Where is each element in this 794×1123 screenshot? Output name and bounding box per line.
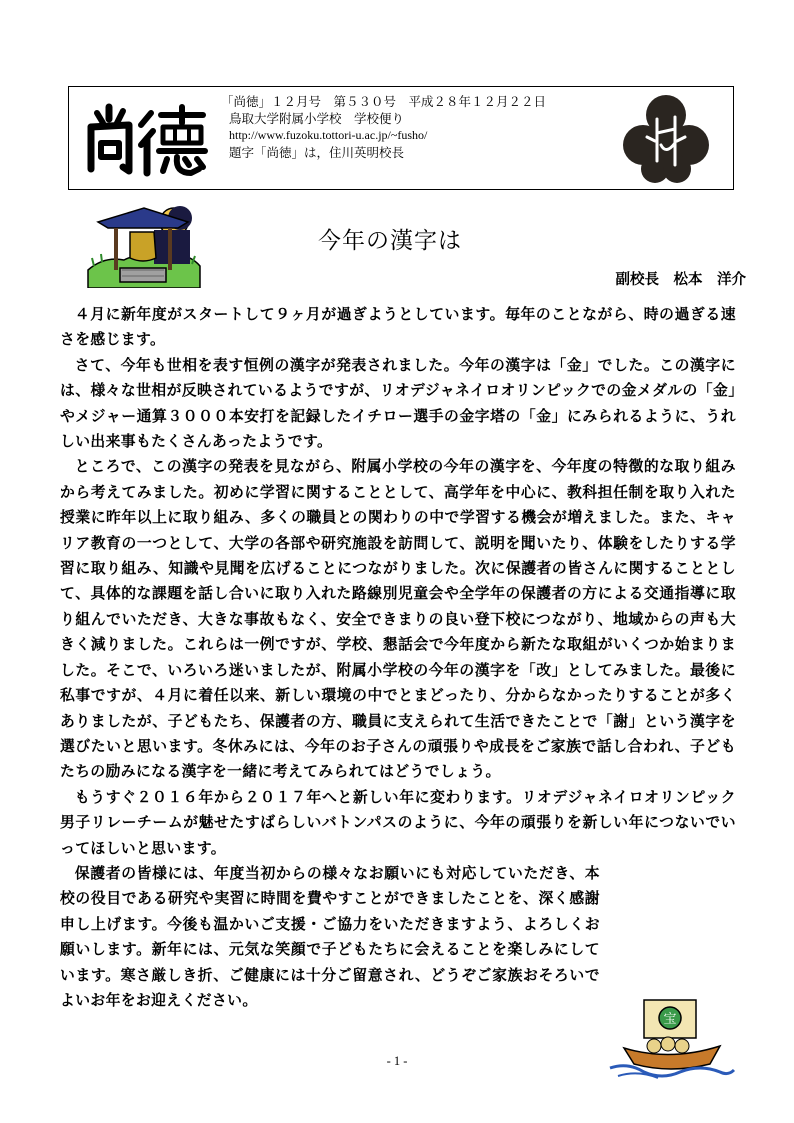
article-body <box>60 302 736 1013</box>
article-title: 今年の漢字は <box>318 228 462 254</box>
author-byline: 副校長 松本 洋介 <box>615 272 746 288</box>
title-credit: 題字「尚徳」は，住川英明校長 <box>229 145 405 160</box>
sail-emblem: 宝 <box>663 1012 677 1027</box>
header-info <box>221 93 546 161</box>
school-name: 鳥取大学附属小学校 学校便り <box>229 111 405 126</box>
paragraph: ４月に新年度がスタートして９ヶ月が過ぎようとしています。毎年のことながら、時の過ぎる速さを感じます。 <box>60 306 736 349</box>
newsletter-header <box>68 86 734 190</box>
treasure-ship-icon <box>604 992 738 1084</box>
school-emblem-icon <box>617 89 715 187</box>
paragraph: もうすぐ２０１６年から２０１７年へと新しい年に変わります。リオデジャネイロオリンピック男子リレーチームが魅せたすばらしいバトンパスのように、今年の頑張りを新しい年につないでいってほしいと思います。 <box>60 788 736 857</box>
page-number: - 1 - <box>386 1054 408 1068</box>
paragraph: ところで、この漢字の発表を見ながら、附属小学校の今年の漢字を、今年度の特徴的な取り組みから考えてみました。初めに学習に関することとして、高学年を中心に、教科担任制を取り入れた授業に昨年以上に取り組み、多くの職員との関わりの中で学習する機会が増えました。また、キャリア教育の一つとして、大学の各部や研究施設を訪問して、説明を聞いたり、体験をしたりする学習に取り組み、知識や見聞を広げることにつながりました。次に保護者の皆さんに関することとして、具体的な課題を話し合いに取り入れた路線別児童会や全学年の保護者の方による交通指導に取り組んでいただき、大きな事故もなく、安全できまりの良い登下校につながり、地域からの声も大きく減りました。これらは一例ですが、学校、懇話会で今年度から新たな取組がいくつか始まりました。そこで、いろいろ迷いましたが、附属小学校の今年の漢字を「改」としてみました。最後に私事ですが、４月に着任以来、新しい環境の中でとまどったり、分からなかったりすることが多くありましたが、子どもたち、保護者の方、職員に支えられて生活できたことで「謝」という漢字を選びたいと思います。冬休みには、今年のお子さんの頑張りや成長をご家族で話し合われ、子どもたちの励みになる漢字を一緒に考えてみられてはどうでしょう。 <box>60 458 736 781</box>
temple-bell-night-icon <box>84 200 202 288</box>
school-url[interactable]: http://www.fuzoku.tottori-u.ac.jp/~fusho/ <box>229 128 428 142</box>
issue-line: 「尚徳」１２月号 第５３０号 平成２８年１２月２２日 <box>221 94 547 109</box>
paragraph: さて、今年も世相を表す恒例の漢字が発表されました。今年の漢字は「金」でした。この漢字には、様々な世相が反映されているようですが、リオデジャネイロオリンピックでの金メダルの「金」やメジャー通算３０００本安打を記録したイチロー選手の金字塔の「金」にみられるように、うれしい出来事もたくさんあったようです。 <box>60 356 736 451</box>
shotoku-calligraphy-logo <box>79 93 219 183</box>
paragraph: 保護者の皆様には、年度当初からの様々なお願いにも対応していただき、本校の役目である研究や実習に時間を費やすことができましたことを、深く感謝申し上げます。今後も温かいご支援・ご協力をいただきますよう、よろしくお願いします。新年には、元気な笑顔で子どもたちに会えることを楽しみにしています。寒さ厳しき折、ご健康には十分ご留意され、どうぞご家族おそろいでよいお年をお迎えください。 <box>60 864 600 1009</box>
